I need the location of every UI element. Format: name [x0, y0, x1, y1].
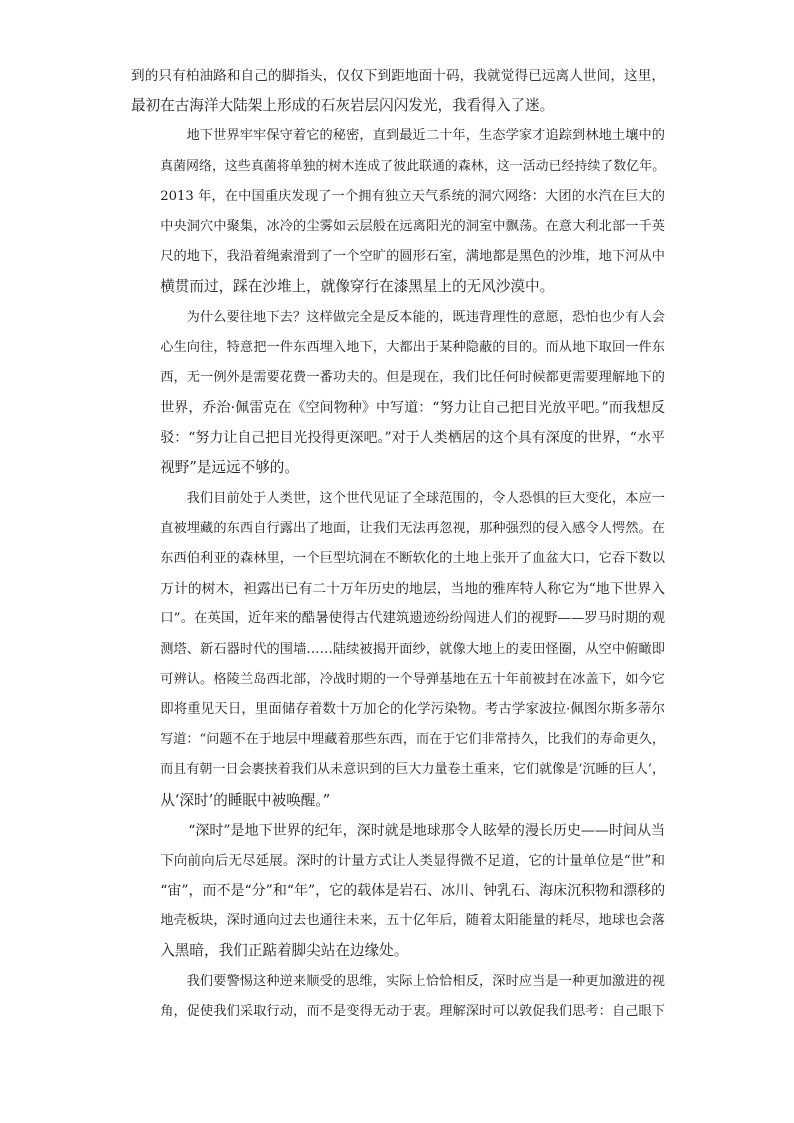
- text-line: 尺的地下，我沿着绳索滑到了一个空旷的圆形石室，满地都是黑色的沙堆，地下河从中: [160, 249, 665, 265]
- text-line: 横贯而过，踩在沙堆上，就像穿行在漆黑星上的无风沙漠中。: [160, 278, 555, 296]
- text-line: 西，无一例外是需要花费一番功夫的。但是现在，我们比任何时候都更需要理解地下的: [160, 369, 665, 385]
- text-line: 中央洞穴中聚集，冰冷的尘雾如云层般在远离阳光的洞室中飘荡。在意大利北部一千英: [160, 218, 665, 234]
- text-line: 角，促使我们采取行动，而不是变得无动于衷。理解深时可以敦促我们思考：自己眼下: [160, 1003, 665, 1019]
- paragraph-0: [131, 61, 665, 121]
- text-line: “宙”，而不是“分”和“年”，它的载体是岩石、冰川、钟乳石、海床沉积物和漂移的: [160, 883, 665, 900]
- text-line: 我们目前处于人类世，这个世代见证了全球范围的，令人恐惧的巨大变化，本应一: [186, 490, 665, 506]
- text-line: 地下世界牢牢保守着它的秘密，直到最近二十年，生态学家才追踪到林地土壤中的: [186, 128, 665, 144]
- text-line: 我们要警惕这种逆来顺受的思维，实际上恰恰相反，深时应当是一种更加激进的视: [186, 973, 665, 989]
- paragraph-5: [131, 967, 665, 1027]
- text-line: 世界，乔治·佩雷克在《空间物种》中写道：“努力让自己把目光放平吧。”而我想反: [160, 400, 665, 417]
- text-line: 从‘深时’的睡眠中被唤醒。”: [160, 791, 331, 809]
- text-line: 即将重见天日，里面储存着数十万加仑的化学污染物。考古学家波拉·佩图尔斯多蒂尔: [160, 701, 665, 717]
- text-line: 真菌网络，这些真菌将单独的树木连成了彼此联通的森林，这一活动已经持续了数亿年。: [160, 158, 665, 174]
- text-line: 而且有朝一日会裹挟着我们从未意识到的巨大力量卷土重来，它们就像是‘沉睡的巨人’，: [160, 762, 665, 778]
- paragraph-3: [131, 484, 665, 816]
- text-line: “深时”是地下世界的纪年，深时就是地球那令人眩晕的漫长历史——时间从当: [188, 822, 665, 839]
- paragraph-2: [131, 303, 665, 484]
- text-line: 2013 年，在中国重庆发现了一个拥有独立天气系统的洞穴网络：大团的水汽在巨大的: [160, 188, 665, 204]
- text-line: 视野”是远远不够的。: [160, 459, 299, 477]
- text-line: 测塔、新石器时代的围墙……陆续被揭开面纱，就像大地上的麦田怪圈，从空中俯瞰即: [160, 641, 665, 657]
- article-body: [131, 61, 665, 1027]
- paragraph-4: [131, 816, 665, 967]
- paragraph-1: [131, 121, 665, 302]
- text-line: 到的只有柏油路和自己的脚指头，仅仅下到距地面十码，我就觉得已远离人世间，这里，: [131, 68, 665, 84]
- text-line: 万计的树木，袒露出已有二十万年历史的地层，当地的雅库特人称它为“地下世界入: [160, 581, 665, 598]
- text-line: 为什么要往地下去？这样做完全是反本能的，既违背理性的意愿，恐怕也少有人会: [186, 309, 665, 325]
- text-line: 心生向往，特意把一件东西埋入地下，大都出于某种隐蔽的目的。而从地下取回一件东: [160, 339, 665, 355]
- text-line: 驳：“努力让自己把目光投得更深吧。”对于人类栖居的这个具有深度的世界，“水平: [160, 430, 665, 447]
- text-line: 入黑暗，我们正踮着脚尖站在边缘处。: [160, 942, 409, 960]
- text-line: 下向前向后无尽延展。深时的计量方式让人类显得微不足道，它的计量单位是“世”和: [160, 852, 665, 869]
- text-line: 直被埋藏的东西自行露出了地面，让我们无法再忽视，那种强烈的侵入感令人愕然。在: [160, 520, 665, 536]
- text-line: 东西伯利亚的森林里，一个巨型坑洞在不断软化的土地上张开了血盆大口，它吞下数以: [160, 551, 665, 566]
- text-line: 最初在古海洋大陆架上形成的石灰岩层闪闪发光，我看得入了迷。: [131, 97, 555, 115]
- text-line: 写道：“问题不在于地层中埋藏着那些东西，而在于它们非常持久，比我们的寿命更久，: [160, 732, 665, 748]
- text-line: 地壳板块，深时通向过去也通往未来，五十亿年后，随着太阳能量的耗尽，地球也会落: [160, 913, 665, 929]
- text-line: 可辨认。格陵兰岛西北部，冷战时期的一个导弹基地在五十年前被封在冰盖下，如今它: [160, 671, 665, 687]
- text-line: 口”。在英国，近年来的酷暑使得古代建筑遗迹纷纷闯进人们的视野——罗马时期的观: [160, 611, 665, 627]
